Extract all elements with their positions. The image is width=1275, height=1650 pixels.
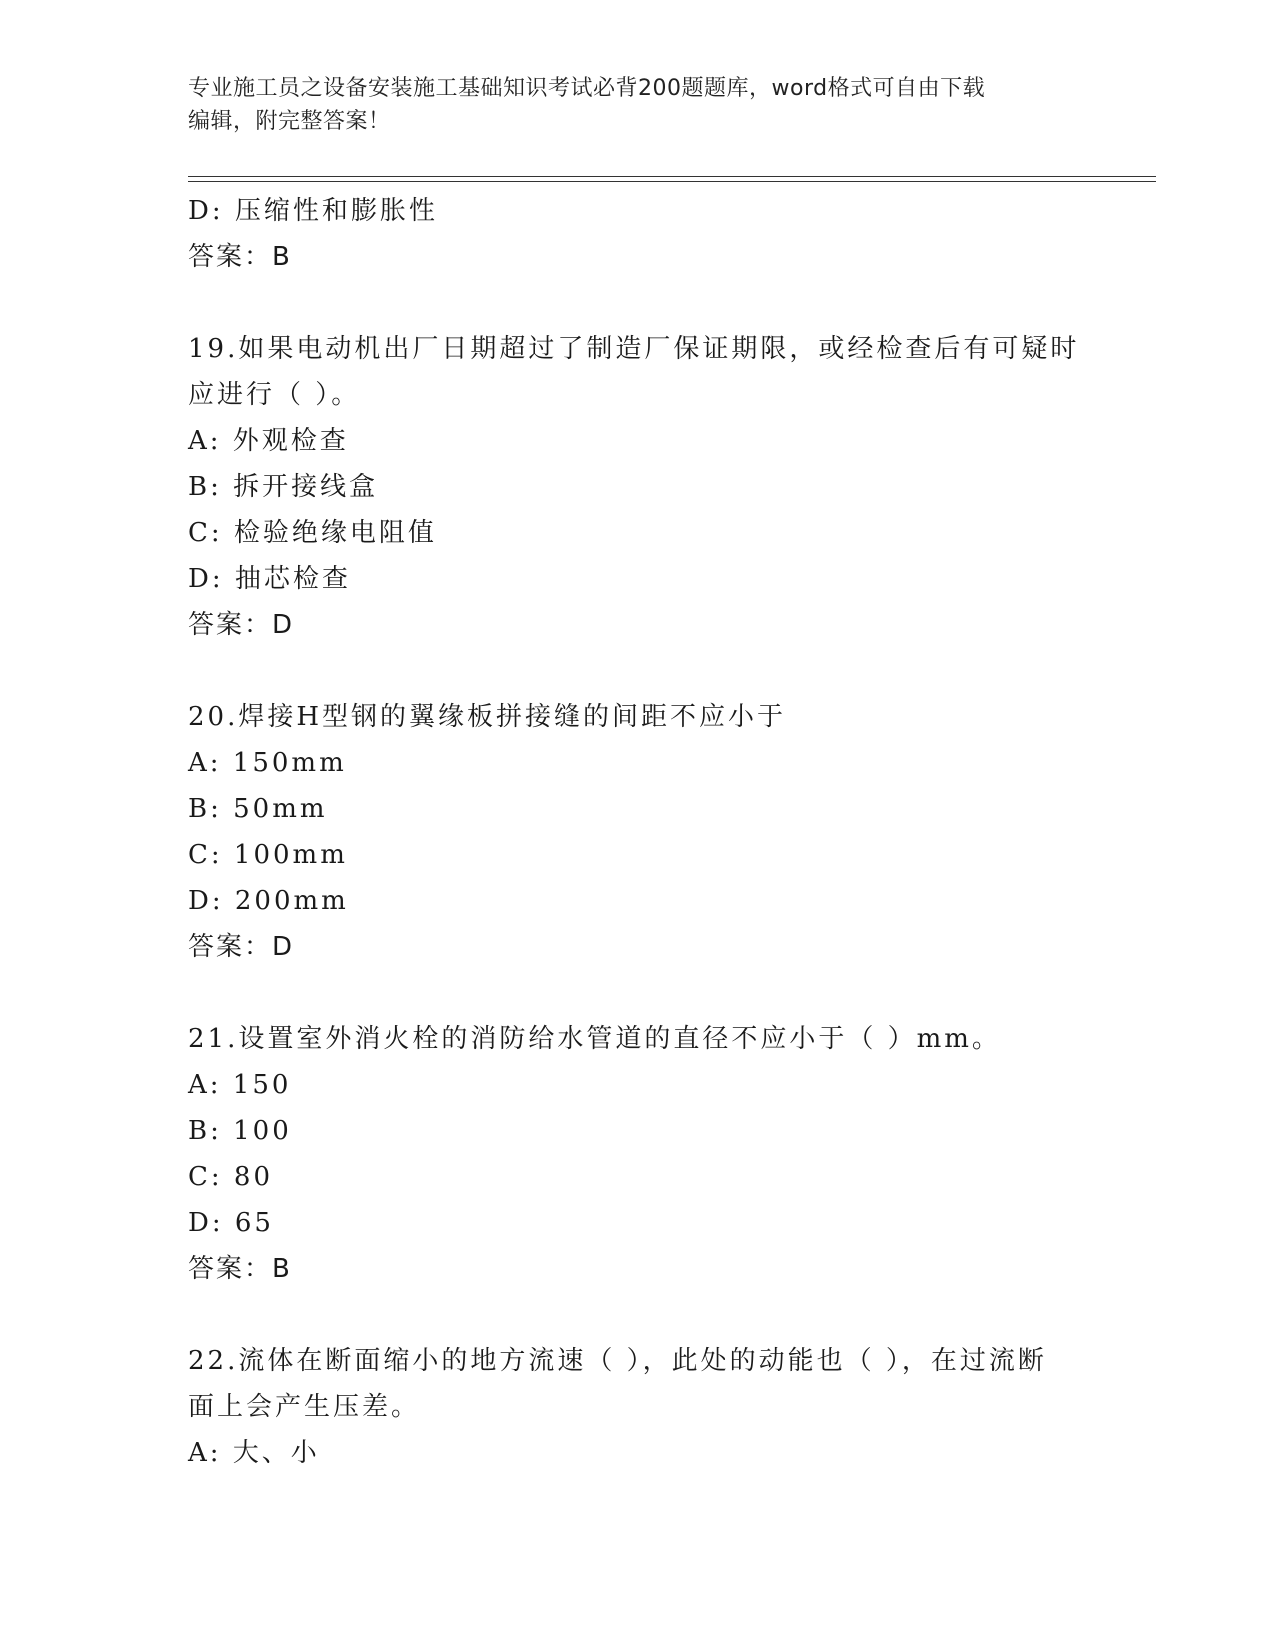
- question-19-option-c: C: 检验绝缘电阻值: [188, 518, 437, 548]
- header-title-line-1: 专业施工员之设备安装施工基础知识考试必背200题题库，word格式可自由下载: [188, 76, 986, 101]
- question-21-option-d: D: 65: [188, 1208, 274, 1238]
- spacer: [188, 970, 1088, 1016]
- header-title-line-2: 编辑，附完整答案！: [188, 109, 391, 134]
- spacer: [188, 1292, 1088, 1338]
- question-22-stem-line-2: 面上会产生压差。: [188, 1392, 421, 1422]
- question-22-option-a: A: 大、小: [188, 1438, 320, 1468]
- question-22-stem-line-1: 22.流体在断面缩小的地方流速（ ），此处的动能也（ ），在过流断: [188, 1346, 1047, 1376]
- question-19-stem-line-1: 19.如果电动机出厂日期超过了制造厂保证期限，或经检查后有可疑时: [188, 334, 1080, 364]
- question-20-stem-line-1: 20.焊接H型钢的翼缘板拼接缝的间距不应小于: [188, 702, 787, 732]
- question-20-option-d: D: 200mm: [188, 886, 349, 916]
- page-header: [188, 72, 1068, 138]
- spacer: [188, 648, 1088, 694]
- question-19-option-b: B: 拆开接线盒: [188, 472, 379, 502]
- question-19-answer: 答案：D: [188, 610, 295, 640]
- header-divider: [188, 176, 1156, 182]
- question-18-option-d: D: 压缩性和膨胀性: [188, 196, 438, 226]
- question-21-stem-line-1: 21.设置室外消火栓的消防给水管道的直径不应小于（ ）mm。: [188, 1024, 1001, 1054]
- question-20-option-c: C: 100mm: [188, 840, 348, 870]
- question-21-option-a: A: 150: [188, 1070, 292, 1100]
- question-19-stem-line-2: 应进行（ ）。: [188, 380, 361, 410]
- question-21-option-c: C: 80: [188, 1162, 274, 1192]
- question-19-option-a: A: 外观检查: [188, 426, 349, 456]
- question-20-answer: 答案：D: [188, 932, 295, 962]
- spacer: [188, 280, 1088, 326]
- question-20-option-a: A: 150mm: [188, 748, 347, 778]
- question-21-option-b: B: 100: [188, 1116, 292, 1146]
- question-20-option-b: B: 50mm: [188, 794, 328, 824]
- question-19-option-d: D: 抽芯检查: [188, 564, 351, 594]
- question-18-answer: 答案：B: [188, 242, 292, 272]
- question-21-answer: 答案：B: [188, 1254, 292, 1284]
- document-body: [188, 188, 1088, 1476]
